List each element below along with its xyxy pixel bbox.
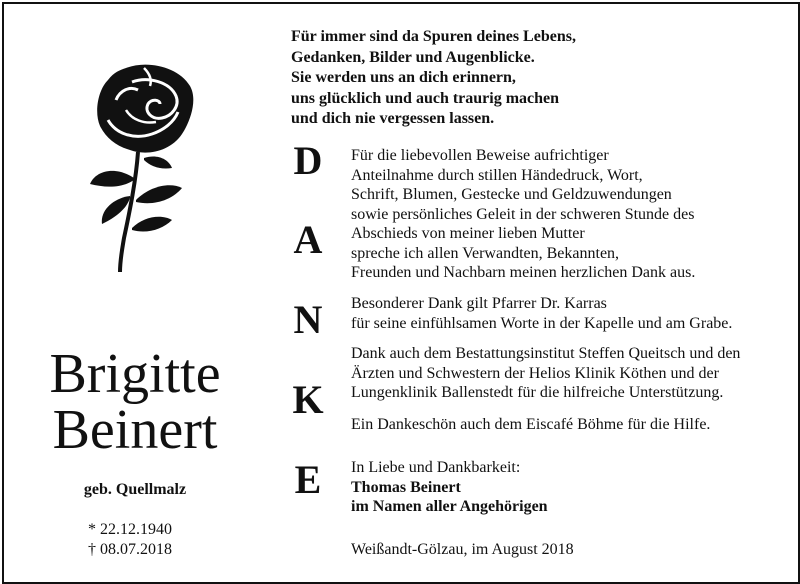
text-line: Dank auch dem Bestattungsinstitut Steffen Queitsch und den	[351, 345, 741, 362]
thanks-cafe-paragraph	[351, 415, 710, 435]
danke-letter-e: E	[294, 457, 322, 502]
maiden-name: geb. Quellmalz	[83, 481, 187, 498]
poem-line: Gedanken, Bilder und Augenblicke.	[291, 48, 535, 66]
text-line: spreche ich allen Verwandten, Bekannten,	[351, 244, 620, 262]
rose-icon	[86, 60, 196, 275]
text-line: Für die liebevollen Beweise aufrichtiger	[351, 147, 609, 164]
death-date: † 08.07.2018	[88, 541, 172, 558]
danke-letter-k: K	[292, 377, 324, 422]
poem-line: uns glücklich und auch traurig machen	[291, 89, 560, 107]
text-line: Freunden und Nachbarn meinen herzlichen Dank aus.	[351, 264, 696, 281]
text-line: Lungenklinik Ballenstedt für die hilfreiche Unterstützung.	[351, 384, 724, 401]
thanks-funeral-paragraph	[351, 344, 740, 403]
thanks-main-paragraph	[351, 146, 695, 283]
thanks-pastor-paragraph	[351, 294, 732, 333]
poem-line: Sie werden uns an dich erinnern,	[291, 69, 516, 86]
life-dates	[88, 520, 172, 560]
text-line: Ein Dankeschön auch dem Eiscafé Böhme für die Hilfe.	[351, 416, 711, 433]
poem-line: und dich nie vergessen lassen.	[291, 110, 495, 127]
signature-name: Thomas Beinert	[351, 478, 461, 496]
deceased-first-name: Brigitte	[49, 343, 221, 405]
signature-intro: In Liebe und Dankbarkeit:	[351, 459, 521, 476]
deceased-last-name: Beinert	[52, 399, 218, 461]
danke-letter-a: A	[293, 217, 323, 262]
text-line: Ärzten und Schwestern der Helios Klinik Köthen und der	[351, 364, 719, 382]
signature-block	[351, 458, 548, 517]
text-line: für seine einfühlsamen Worte in der Kapelle und am Grabe.	[351, 314, 733, 332]
text-line: Anteilnahme durch stillen Händedruck, Wort,	[351, 166, 643, 184]
text-line: Schrift, Blumen, Gestecke und Geldzuwendungen	[351, 186, 672, 203]
signature-family: im Namen aller Angehörigen	[351, 498, 548, 515]
text-line: Abschieds von meiner lieben Mutter	[351, 225, 585, 242]
danke-letter-n: N	[293, 297, 323, 342]
text-line: sowie persönliches Geleit in der schweren Stunde des	[351, 205, 695, 223]
poem-line: Für immer sind da Spuren deines Lebens,	[291, 28, 576, 45]
memorial-poem	[291, 27, 576, 130]
text-line: Besonderer Dank gilt Pfarrer Dr. Karras	[351, 295, 607, 312]
place-date: Weißandt-Gölzau, im August 2018	[351, 541, 574, 558]
birth-date: * 22.12.1940	[88, 521, 172, 538]
danke-letter-d: D	[293, 138, 323, 183]
